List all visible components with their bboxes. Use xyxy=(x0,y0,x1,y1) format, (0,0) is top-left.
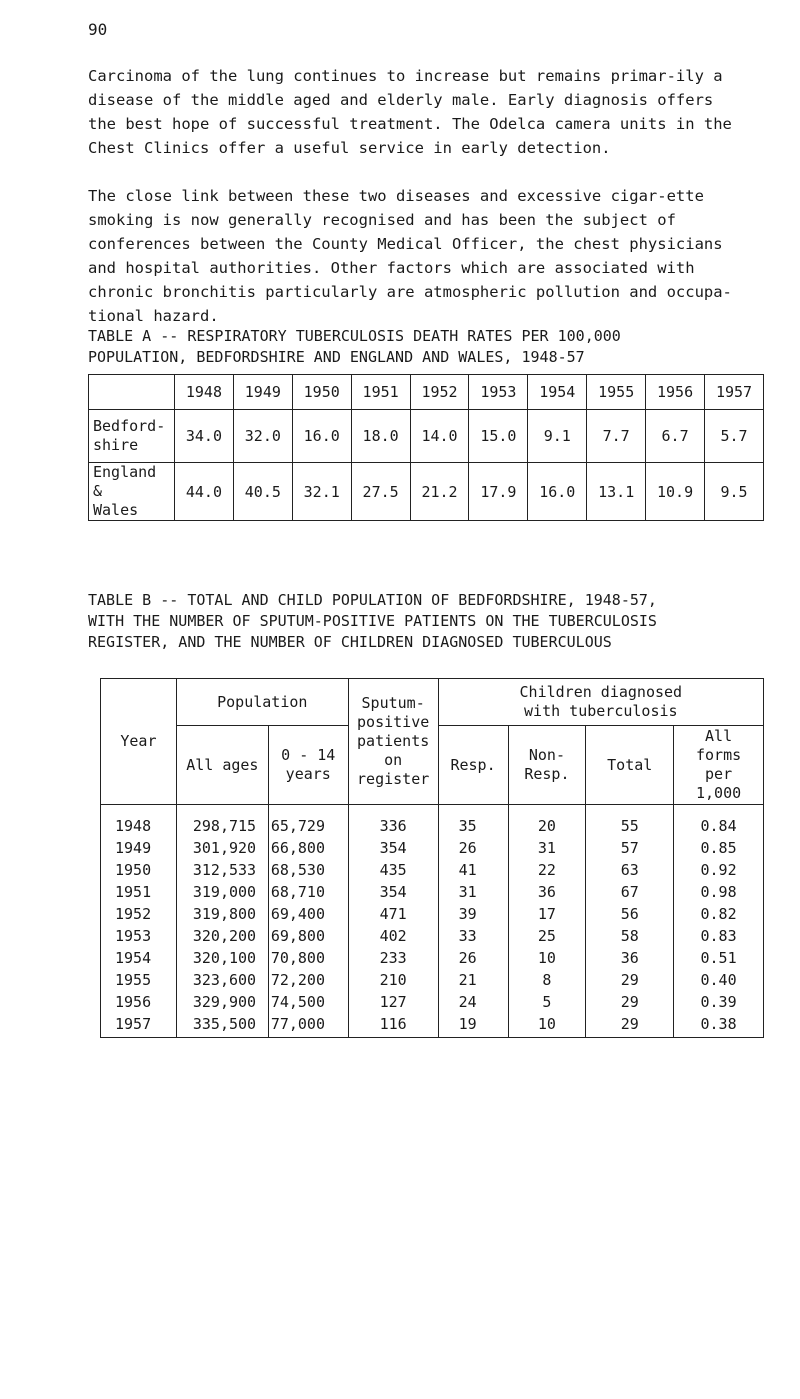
per-1000-cell: 0.51 xyxy=(674,947,764,969)
non-resp-header-line: Non- xyxy=(528,746,565,764)
paragraph-smoking-link: The close link between these two diseases and excessive cigar-ette smoking is now generally recognised and has been the subject of conferences between the County Medical Officer, the chest physicians and hospital authorities. Other factors which are associated with chronic bronchitis particularly are atmospheric pollution and occupa-tional hazard. xyxy=(88,187,732,325)
per-1000-cell: 0.92 xyxy=(674,859,764,881)
all-forms-header-line: 1,000 xyxy=(695,784,742,802)
sputum-cell: 471 xyxy=(348,903,438,925)
sputum-cell: 435 xyxy=(348,859,438,881)
sputum-header-line: on xyxy=(384,751,403,769)
year-cell: 1953 xyxy=(101,925,177,947)
table-a-caption xyxy=(88,326,778,368)
table-a-year-header: 1948 xyxy=(175,375,234,410)
non-resp-header xyxy=(508,726,586,805)
non-resp-cell: 10 xyxy=(508,1013,586,1038)
all-ages-cell: 335,500 xyxy=(176,1013,268,1038)
table-a-row-england-wales xyxy=(89,463,764,521)
table-row xyxy=(101,925,764,947)
total-cell: 56 xyxy=(586,903,674,925)
sputum-cell: 354 xyxy=(348,881,438,903)
young-header-line: years xyxy=(285,765,331,783)
non-resp-cell: 22 xyxy=(508,859,586,881)
table-a-row-bedfordshire xyxy=(89,410,764,463)
young-header-line: 0 - 14 xyxy=(281,746,336,764)
year-cell: 1956 xyxy=(101,991,177,1013)
table-a-cell: 17.9 xyxy=(469,463,528,521)
non-resp-header-line: Resp. xyxy=(524,765,570,783)
young-cell: 69,800 xyxy=(268,925,348,947)
table-a-cell: 16.0 xyxy=(528,463,587,521)
all-ages-cell: 323,600 xyxy=(176,969,268,991)
table-a-cell: 7.7 xyxy=(587,410,646,463)
year-cell: 1954 xyxy=(101,947,177,969)
row-label-line: Wales xyxy=(93,501,139,519)
year-cell: 1952 xyxy=(101,903,177,925)
per-1000-cell: 0.82 xyxy=(674,903,764,925)
table-row xyxy=(101,947,764,969)
table-row xyxy=(101,859,764,881)
resp-cell: 26 xyxy=(438,947,508,969)
table-a-header-row xyxy=(89,375,764,410)
population-header: Population xyxy=(176,679,348,726)
total-cell: 29 xyxy=(586,969,674,991)
children-header-line: Children diagnosed xyxy=(519,683,683,701)
year-header: Year xyxy=(101,679,177,805)
sputum-cell: 233 xyxy=(348,947,438,969)
young-cell: 72,200 xyxy=(268,969,348,991)
row-label-line: England & xyxy=(93,463,157,500)
per-1000-cell: 0.85 xyxy=(674,837,764,859)
all-ages-cell: 319,000 xyxy=(176,881,268,903)
table-a-cell: 6.7 xyxy=(646,410,705,463)
all-forms-header-line: All xyxy=(705,727,733,745)
sputum-header-line: Sputum- xyxy=(361,694,425,712)
table-a-cell: 9.1 xyxy=(528,410,587,463)
resp-cell: 31 xyxy=(438,881,508,903)
sputum-header-line: register xyxy=(357,770,430,788)
table-a-cell: 21.2 xyxy=(410,463,469,521)
children-header-line: with tuberculosis xyxy=(524,702,678,720)
table-a-cell: 13.1 xyxy=(587,463,646,521)
table-a-year-header: 1952 xyxy=(410,375,469,410)
paragraph-carcinoma: Carcinoma of the lung continues to increase but remains primar-ily a disease of the middle aged and elderly male. Early diagnosis offers the best hope of successful treatment. The Odelca camera units in the Chest Clinics offer a useful service in early detection. xyxy=(88,67,732,157)
per-1000-cell: 0.98 xyxy=(674,881,764,903)
sputum-cell: 354 xyxy=(348,837,438,859)
table-a-cell: 32.1 xyxy=(292,463,351,521)
table-a-cell: 32.0 xyxy=(233,410,292,463)
table-row xyxy=(101,837,764,859)
total-cell: 29 xyxy=(586,991,674,1013)
young-cell: 65,729 xyxy=(268,805,348,838)
table-row xyxy=(101,805,764,838)
per-1000-cell: 0.38 xyxy=(674,1013,764,1038)
all-forms-header-line: forms xyxy=(695,746,742,764)
young-header xyxy=(268,726,348,805)
young-cell: 68,710 xyxy=(268,881,348,903)
all-forms-header-line: per xyxy=(705,765,733,783)
total-cell: 57 xyxy=(586,837,674,859)
table-a-cell: 44.0 xyxy=(175,463,234,521)
total-cell: 67 xyxy=(586,881,674,903)
all-forms-header xyxy=(674,726,764,805)
page-number: 90 xyxy=(88,20,108,39)
all-ages-cell: 298,715 xyxy=(176,805,268,838)
resp-header: Resp. xyxy=(438,726,508,805)
resp-cell: 19 xyxy=(438,1013,508,1038)
table-b-header-row xyxy=(101,679,764,726)
year-cell: 1950 xyxy=(101,859,177,881)
non-resp-cell: 8 xyxy=(508,969,586,991)
children-diagnosed-header xyxy=(438,679,763,726)
non-resp-cell: 31 xyxy=(508,837,586,859)
table-row xyxy=(101,881,764,903)
resp-cell: 26 xyxy=(438,837,508,859)
resp-cell: 33 xyxy=(438,925,508,947)
all-ages-cell: 301,920 xyxy=(176,837,268,859)
all-ages-header: All ages xyxy=(176,726,268,805)
young-cell: 70,800 xyxy=(268,947,348,969)
sputum-cell: 116 xyxy=(348,1013,438,1038)
resp-cell: 24 xyxy=(438,991,508,1013)
table-a-cell: 14.0 xyxy=(410,410,469,463)
non-resp-cell: 20 xyxy=(508,805,586,838)
young-cell: 66,800 xyxy=(268,837,348,859)
resp-cell: 41 xyxy=(438,859,508,881)
non-resp-cell: 25 xyxy=(508,925,586,947)
sputum-header xyxy=(348,679,438,805)
resp-cell: 21 xyxy=(438,969,508,991)
table-a-death-rates xyxy=(88,374,764,521)
table-a-year-header: 1950 xyxy=(292,375,351,410)
young-cell: 74,500 xyxy=(268,991,348,1013)
total-cell: 29 xyxy=(586,1013,674,1038)
table-row xyxy=(101,969,764,991)
table-a-cell: 5.7 xyxy=(705,410,764,463)
table-a-caption-line: POPULATION, BEDFORDSHIRE AND ENGLAND AND WALES, 1948-57 xyxy=(88,348,585,366)
total-cell: 36 xyxy=(586,947,674,969)
year-cell: 1949 xyxy=(101,837,177,859)
table-row xyxy=(101,991,764,1013)
table-a-cell: 34.0 xyxy=(175,410,234,463)
table-a-cell: 9.5 xyxy=(705,463,764,521)
table-a-cell: 27.5 xyxy=(351,463,410,521)
per-1000-cell: 0.83 xyxy=(674,925,764,947)
table-b-population-tuberculosis xyxy=(100,678,764,1038)
row-label-line: shire xyxy=(93,436,139,454)
sputum-cell: 127 xyxy=(348,991,438,1013)
sputum-header-line: positive xyxy=(357,713,430,731)
table-a-cell: 40.5 xyxy=(233,463,292,521)
total-cell: 63 xyxy=(586,859,674,881)
per-1000-cell: 0.84 xyxy=(674,805,764,838)
table-a-row-label xyxy=(89,410,175,463)
young-cell: 77,000 xyxy=(268,1013,348,1038)
row-label-line: Bedford- xyxy=(93,417,166,435)
table-b-caption-line: TABLE B -- TOTAL AND CHILD POPULATION OF BEDFORDSHIRE, 1948-57, xyxy=(88,591,657,609)
sputum-cell: 336 xyxy=(348,805,438,838)
non-resp-cell: 17 xyxy=(508,903,586,925)
non-resp-cell: 10 xyxy=(508,947,586,969)
table-b-caption-line: WITH THE NUMBER OF SPUTUM-POSITIVE PATIENTS ON THE TUBERCULOSIS xyxy=(88,612,657,630)
all-ages-cell: 329,900 xyxy=(176,991,268,1013)
table-a-year-header: 1953 xyxy=(469,375,528,410)
total-header: Total xyxy=(586,726,674,805)
table-a-cell: 16.0 xyxy=(292,410,351,463)
resp-cell: 39 xyxy=(438,903,508,925)
sputum-cell: 402 xyxy=(348,925,438,947)
resp-cell: 35 xyxy=(438,805,508,838)
young-cell: 68,530 xyxy=(268,859,348,881)
table-a-row-label xyxy=(89,463,175,521)
table-a-corner-cell xyxy=(89,375,175,410)
total-cell: 55 xyxy=(586,805,674,838)
sputum-header-line: patients xyxy=(357,732,430,750)
non-resp-cell: 36 xyxy=(508,881,586,903)
table-b-body xyxy=(101,805,764,1038)
table-row xyxy=(101,903,764,925)
sputum-cell: 210 xyxy=(348,969,438,991)
all-ages-cell: 320,200 xyxy=(176,925,268,947)
table-a-cell: 18.0 xyxy=(351,410,410,463)
year-cell: 1955 xyxy=(101,969,177,991)
table-a-caption-line: TABLE A -- RESPIRATORY TUBERCULOSIS DEATH RATES PER 100,000 xyxy=(88,327,621,345)
year-cell: 1957 xyxy=(101,1013,177,1038)
year-cell: 1948 xyxy=(101,805,177,838)
per-1000-cell: 0.40 xyxy=(674,969,764,991)
total-cell: 58 xyxy=(586,925,674,947)
per-1000-cell: 0.39 xyxy=(674,991,764,1013)
all-ages-cell: 320,100 xyxy=(176,947,268,969)
table-b-caption xyxy=(88,590,778,653)
all-ages-cell: 312,533 xyxy=(176,859,268,881)
year-cell: 1951 xyxy=(101,881,177,903)
table-b-caption-line: REGISTER, AND THE NUMBER OF CHILDREN DIAGNOSED TUBERCULOUS xyxy=(88,633,612,651)
table-row xyxy=(101,1013,764,1038)
table-a-year-header: 1951 xyxy=(351,375,410,410)
young-cell: 69,400 xyxy=(268,903,348,925)
table-a-year-header: 1949 xyxy=(233,375,292,410)
non-resp-cell: 5 xyxy=(508,991,586,1013)
all-ages-cell: 319,800 xyxy=(176,903,268,925)
table-a-year-header: 1957 xyxy=(705,375,764,410)
table-a-cell: 15.0 xyxy=(469,410,528,463)
table-a-cell: 10.9 xyxy=(646,463,705,521)
table-a-year-header: 1955 xyxy=(587,375,646,410)
table-a-year-header: 1956 xyxy=(646,375,705,410)
table-a-year-header: 1954 xyxy=(528,375,587,410)
